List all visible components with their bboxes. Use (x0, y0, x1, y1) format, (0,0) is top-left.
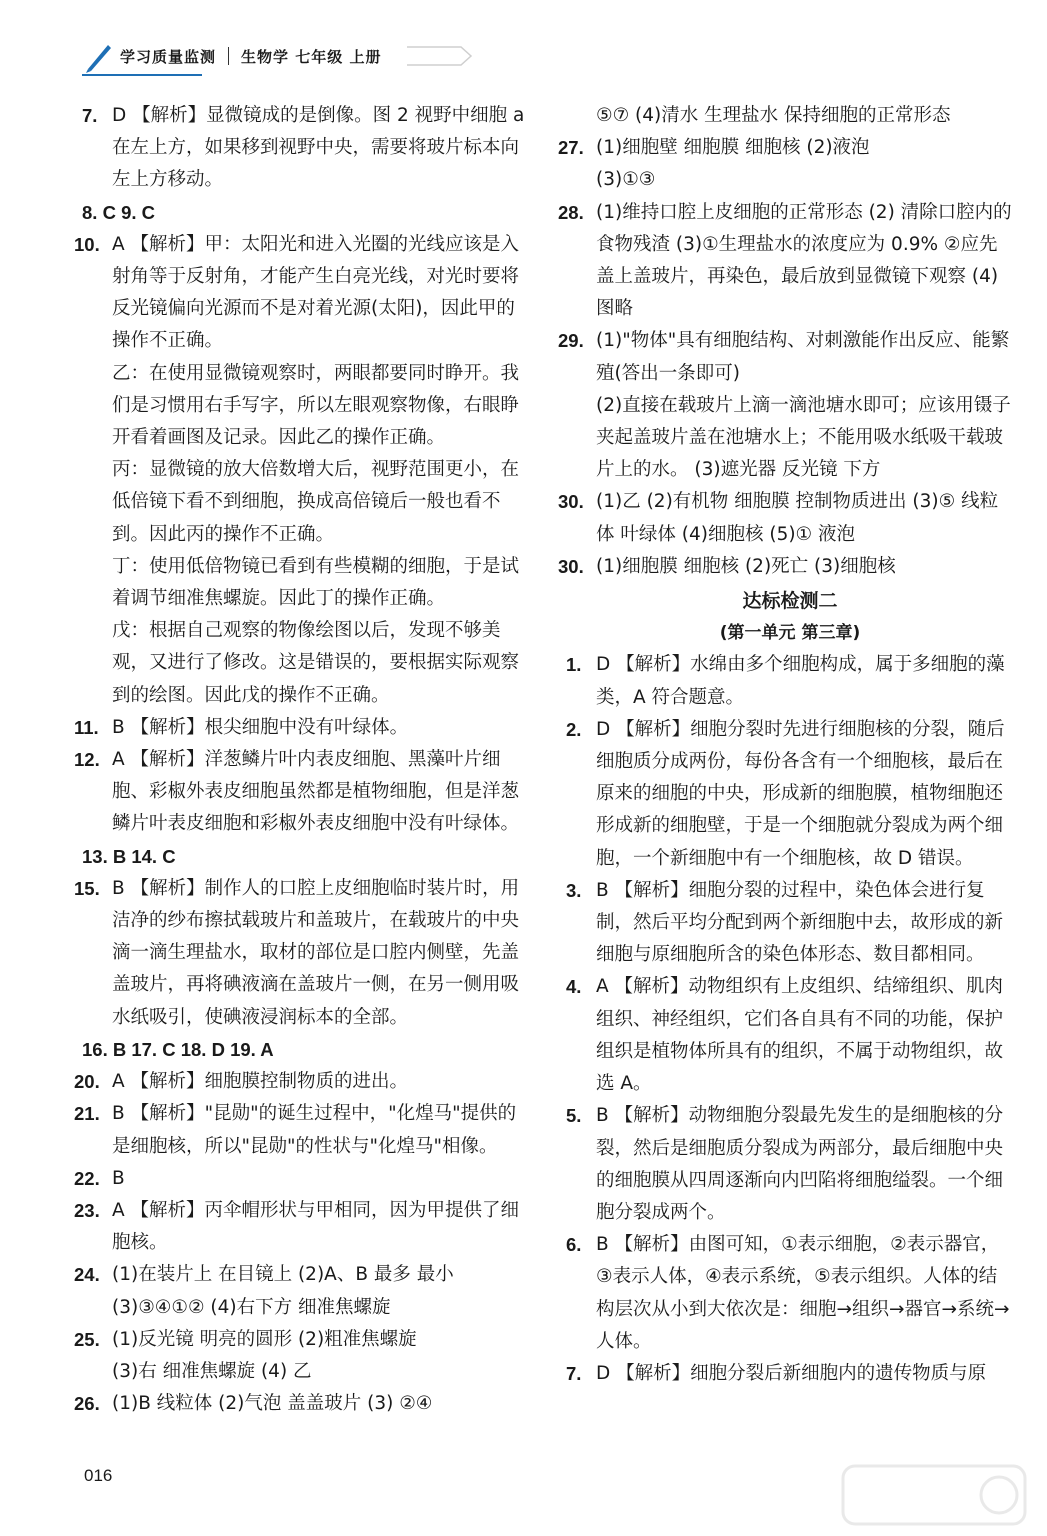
page-header (82, 36, 502, 76)
subject-title: 生物学 七年级 上册 (241, 47, 382, 66)
answer-26-continued: ⑤⑦ (4)清水 生理盐水 保持细胞的正常形态 (596, 105, 951, 126)
page-number: 016 (84, 1466, 113, 1485)
answer-line-16-19: 16. B 17. C 18. D 19. A (82, 1038, 274, 1060)
answer-item-r5 (566, 1100, 1014, 1229)
item-line: (1)B 线粒体 (2)气泡 盖盖玻片 (3) ②④ (112, 1393, 433, 1415)
item-number: 11. (74, 716, 99, 738)
item-number: 26. (74, 1393, 100, 1415)
item-line: (3)①③ (596, 169, 656, 191)
answer-item-29 (558, 325, 1014, 486)
item-text: A 【解析】丙伞帽形状与甲相同，因为甲提供了细胞核。 (112, 1199, 520, 1254)
answer-10-yi: 乙：在使用显微镜观察时，两眼都要同时睁开。我们是习惯用右手写字，所以左眼观察物像，右眼睁开看着画图及记录。因此乙的操作正确。 (112, 362, 520, 449)
item-text: A 【解析】动物组织有上皮组织、结缔组织、肌肉组织、神经组织，它们各自具有不同的功能，保护组织是植物体所具有的组织，不属于动物组织，故选 A。 (596, 976, 1004, 1095)
item-text: B 【解析】制作人的口腔上皮细胞临时装片时，用洁净的纱布擦拭载玻片和盖玻片，在载玻片的中央滴一滴生理盐水，取材的部位是口腔内侧壁，先盖盖玻片，再将碘液滴在盖玻片一侧，在另一侧用吸水纸吸引，使碘液浸润标本的全部。 (112, 877, 520, 1028)
item-text: D 【解析】细胞分裂后新细胞内的遗传物质与原 (596, 1362, 987, 1384)
item-line: (3)③④①② (4)右下方 细准焦螺旋 (112, 1296, 391, 1318)
series-title: 学习质量监测 (120, 47, 217, 66)
item-number: 7. (566, 1362, 582, 1384)
answer-item-r1 (566, 649, 1014, 713)
item-number: 15. (74, 877, 100, 899)
item-number: 29. (558, 330, 584, 352)
item-number: 23. (74, 1199, 100, 1221)
answer-item-12 (74, 744, 528, 841)
item-text: (1)维持口腔上皮细胞的正常形态 (2) 清除口腔内的食物残渣 (3)①生理盐水的浓度应为 0.9% ②应先盖上盖玻片，再染色，最后放到显微镜下观察 (4)图略 (596, 201, 1012, 320)
item-number: 30. (558, 491, 584, 513)
item-line: (1)在装片上 在目镜上 (2)A、B 最多 最小 (112, 1264, 454, 1286)
answer-item-20 (74, 1066, 528, 1098)
item-text: B 【解析】由图可知，①表示细胞，②表示器官，③表示人体，④表示系统，⑤表示组织。人体的结构层次从小到大依次是：细胞→组织→器官→系统→人体。 (596, 1234, 1010, 1352)
answer-item-26 (74, 1388, 528, 1420)
item-number: 30. (558, 555, 584, 577)
answer-item-22 (74, 1163, 528, 1195)
item-line: (1)细胞壁 细胞膜 细胞核 (2)液泡 (596, 137, 870, 159)
item-number: 27. (558, 137, 584, 159)
item-line: (1)反光镜 明亮的圆形 (2)粗准焦螺旋 (112, 1328, 417, 1350)
answer-item-10 (74, 229, 528, 358)
item-number: 6. (566, 1234, 582, 1256)
answer-item-30a (558, 486, 1014, 550)
item-text: (1)细胞膜 细胞核 (2)死亡 (3)细胞核 (596, 555, 896, 577)
left-column (74, 100, 528, 1420)
item-text: A 【解析】甲：太阳光和进入光圈的光线应该是入射角等于反射角，才能产生白亮光线，对光时要将反光镜偏向光源而不是对着光源(太阳)，因此甲的操作不正确。 (112, 233, 520, 352)
item-number: 22. (74, 1167, 100, 1189)
item-text: A 【解析】细胞膜控制物质的进出。 (112, 1071, 409, 1093)
header-divider (228, 47, 229, 65)
item-number: 1. (566, 654, 582, 676)
item-number: 2. (566, 718, 582, 740)
chevron-right-icon (405, 43, 475, 69)
item-number: 24. (74, 1264, 100, 1286)
item-text: D 【解析】显微镜成的是倒像。图 2 视野中细胞 a 在左上方，如果移到视野中央，需要将玻片标本向左上方移动。 (112, 105, 525, 191)
right-column (558, 100, 1014, 1390)
item-text: A 【解析】洋葱鳞片叶内表皮细胞、黑藻叶片细胞、彩椒外表皮细胞虽然都是植物细胞，但是洋葱鳞片叶表皮细胞和彩椒外表皮细胞中没有叶绿体。 (112, 749, 520, 835)
answer-line-8-9: 8. C 9. C (82, 201, 155, 223)
answer-item-24 (74, 1259, 528, 1323)
item-number: 5. (566, 1105, 582, 1127)
answer-10-ding: 丁：使用低倍物镜已看到有些模糊的细胞，于是试着调节细准焦螺旋。因此丁的操作正确。 (112, 555, 520, 610)
item-number: 21. (74, 1103, 100, 1125)
section-subtitle: (第一单元 第三章) (719, 623, 861, 644)
answer-item-25 (74, 1324, 528, 1388)
item-text: B 【解析】根尖细胞中没有叶绿体。 (112, 716, 409, 738)
item-text: B 【解析】细胞分裂的过程中，染色体会进行复制，然后平均分配到两个新细胞中去，故形成的新细胞与原细胞所含的染色体形态、数目都相同。 (596, 879, 1004, 966)
answer-item-r4 (566, 971, 1014, 1100)
item-number: 28. (558, 201, 584, 223)
item-number: 12. (74, 749, 100, 771)
answer-item-11 (74, 712, 528, 744)
answer-item-27 (558, 132, 1014, 196)
answer-10-wu: 戊：根据自己观察的物像绘图以后，发现不够美观，又进行了修改。这是错误的，要根据实际观察到的绘图。因此戊的操作不正确。 (112, 620, 520, 706)
item-line: (2)直接在载玻片上滴一滴池塘水即可；应该用镊子夹起盖玻片盖在池塘水上；不能用吸水纸吸干载玻片上的水。 (3)遮光器 反光镜 下方 (596, 394, 1011, 481)
answer-item-28 (558, 197, 1014, 326)
header-underline (82, 74, 202, 76)
item-text: D 【解析】细胞分裂时先进行细胞核的分裂，随后细胞质分成两份，每份各含有一个细胞核，最后在原来的细胞的中央，形成新的细胞膜，植物细胞还形成新的细胞壁，于是一个细胞就分裂成为两个细胞，一个新细胞中有一个细胞核，故 D 错误。 (596, 718, 1005, 869)
answer-item-21 (74, 1098, 528, 1162)
answer-10-bing: 丙：显微镜的放大倍数增大后，视野范围更小，在低倍镜下看不到细胞，换成高倍镜后一般也看不到。因此丙的操作不正确。 (112, 459, 520, 545)
item-line: (3)右 细准焦螺旋 (4) 乙 (112, 1360, 312, 1382)
section-title: 达标检测二 (742, 590, 838, 613)
item-line: (1)"物体"具有细胞结构、对刺激能作出反应、能繁殖(答出一条即可) (596, 330, 1010, 384)
pen-icon (82, 39, 116, 73)
item-number: 4. (566, 976, 582, 998)
answer-item-7 (82, 100, 528, 197)
item-number: 3. (566, 879, 582, 901)
answer-item-r6 (566, 1229, 1014, 1358)
item-number: 10. (74, 233, 100, 255)
answer-item-r2 (566, 714, 1014, 875)
item-text: B (112, 1167, 125, 1189)
item-number: 7. (82, 105, 98, 126)
answer-item-23 (74, 1195, 528, 1259)
answer-item-r3 (566, 875, 1014, 972)
item-text: B 【解析】"昆勋"的诞生过程中，"化煌马"提供的是细胞核，所以"昆勋"的性状与"化煌马"相像。 (112, 1103, 517, 1157)
item-number: 20. (74, 1071, 100, 1093)
item-number: 25. (74, 1328, 100, 1350)
watermark-logo (839, 1460, 1029, 1530)
item-text: D 【解析】水绵由多个细胞构成，属于多细胞的藻类，A 符合题意。 (596, 654, 1005, 708)
item-text: B 【解析】动物细胞分裂最先发生的是细胞核的分裂，然后是细胞质分裂成为两部分，最后细胞中央的细胞膜从四周逐渐向内凹陷将细胞缢裂。一个细胞分裂成两个。 (596, 1105, 1004, 1223)
answer-item-15 (74, 873, 528, 1034)
item-text: (1)乙 (2)有机物 细胞膜 控制物质进出 (3)⑤ 线粒体 叶绿体 (4)细胞核 (5)① 液泡 (596, 491, 999, 545)
answer-item-r7 (566, 1358, 1014, 1390)
answer-item-30b (558, 551, 1014, 583)
answer-line-13-14: 13. B 14. C (82, 845, 176, 867)
